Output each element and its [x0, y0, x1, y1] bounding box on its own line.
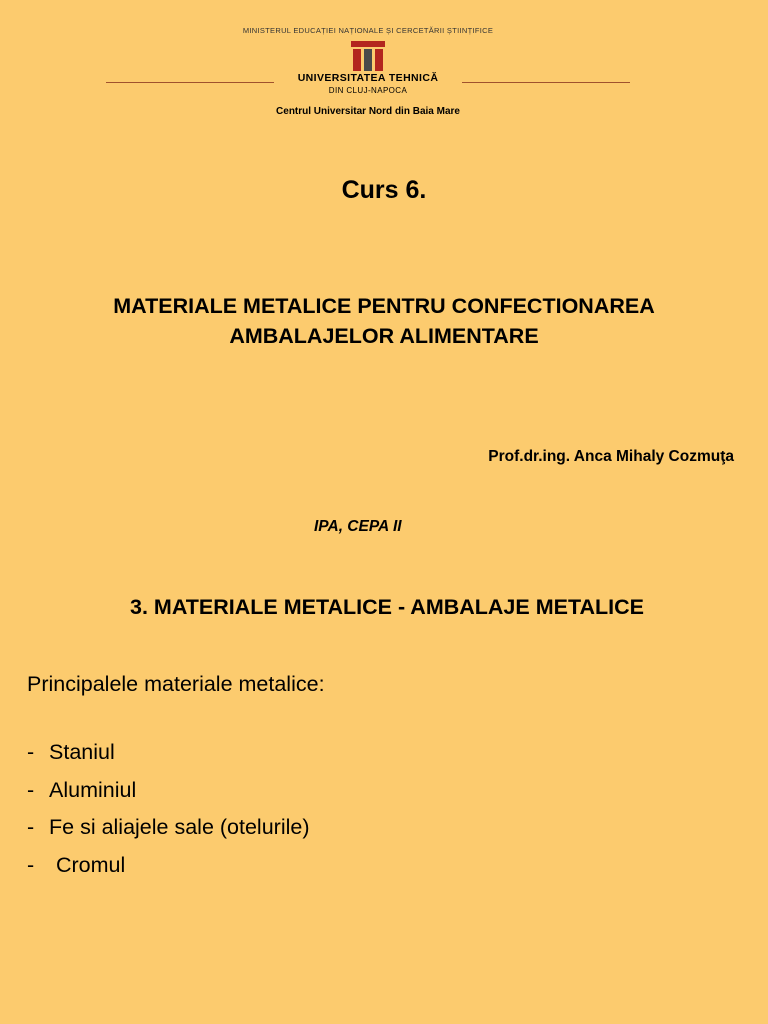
- lecture-title-line-1: MATERIALE METALICE PENTRU CONFECTIONAREA: [113, 294, 655, 318]
- header-rule-right: [462, 82, 630, 83]
- university-city: DIN CLUJ-NAPOCA: [328, 86, 408, 95]
- materials-list: [27, 740, 310, 890]
- author-name: Prof.dr.ing. Anca Mihaly Cozmuţa: [488, 448, 734, 465]
- list-item-text: Fe si aliajele sale (otelurile): [49, 815, 310, 839]
- university-logo: [349, 39, 387, 71]
- list-item-text: Staniul: [49, 740, 115, 764]
- header-rule-left: [106, 82, 274, 83]
- center-name: Centrul Universitar Nord din Baia Mare: [276, 106, 460, 117]
- list-item: [27, 815, 310, 853]
- section-heading: 3. MATERIALE METALICE - AMBALAJE METALICE: [130, 595, 644, 619]
- ministry-name: MINISTERUL EDUCAȚIEI NAȚIONALE ȘI CERCETĂRII ȘTIINȚIFICE: [242, 26, 494, 35]
- lecture-title: [40, 291, 728, 351]
- bullet-marker: -: [27, 815, 35, 839]
- list-item-text: Cromul: [56, 852, 126, 877]
- list-item: [27, 853, 310, 891]
- program-name: IPA, CEPA II: [314, 518, 402, 535]
- course-number: Curs 6.: [341, 176, 427, 204]
- bullet-marker: -: [27, 740, 35, 764]
- university-name: UNIVERSITATEA TEHNICĂ: [297, 72, 439, 84]
- list-item-text: Aluminiul: [49, 777, 137, 802]
- list-item: [27, 778, 310, 816]
- bullet-marker: -: [27, 777, 35, 802]
- intro-text: Principalele materiale metalice:: [27, 672, 325, 696]
- bullet-marker: -: [27, 852, 35, 877]
- list-item: [27, 740, 310, 778]
- lecture-title-line-2: AMBALAJELOR ALIMENTARE: [229, 324, 539, 348]
